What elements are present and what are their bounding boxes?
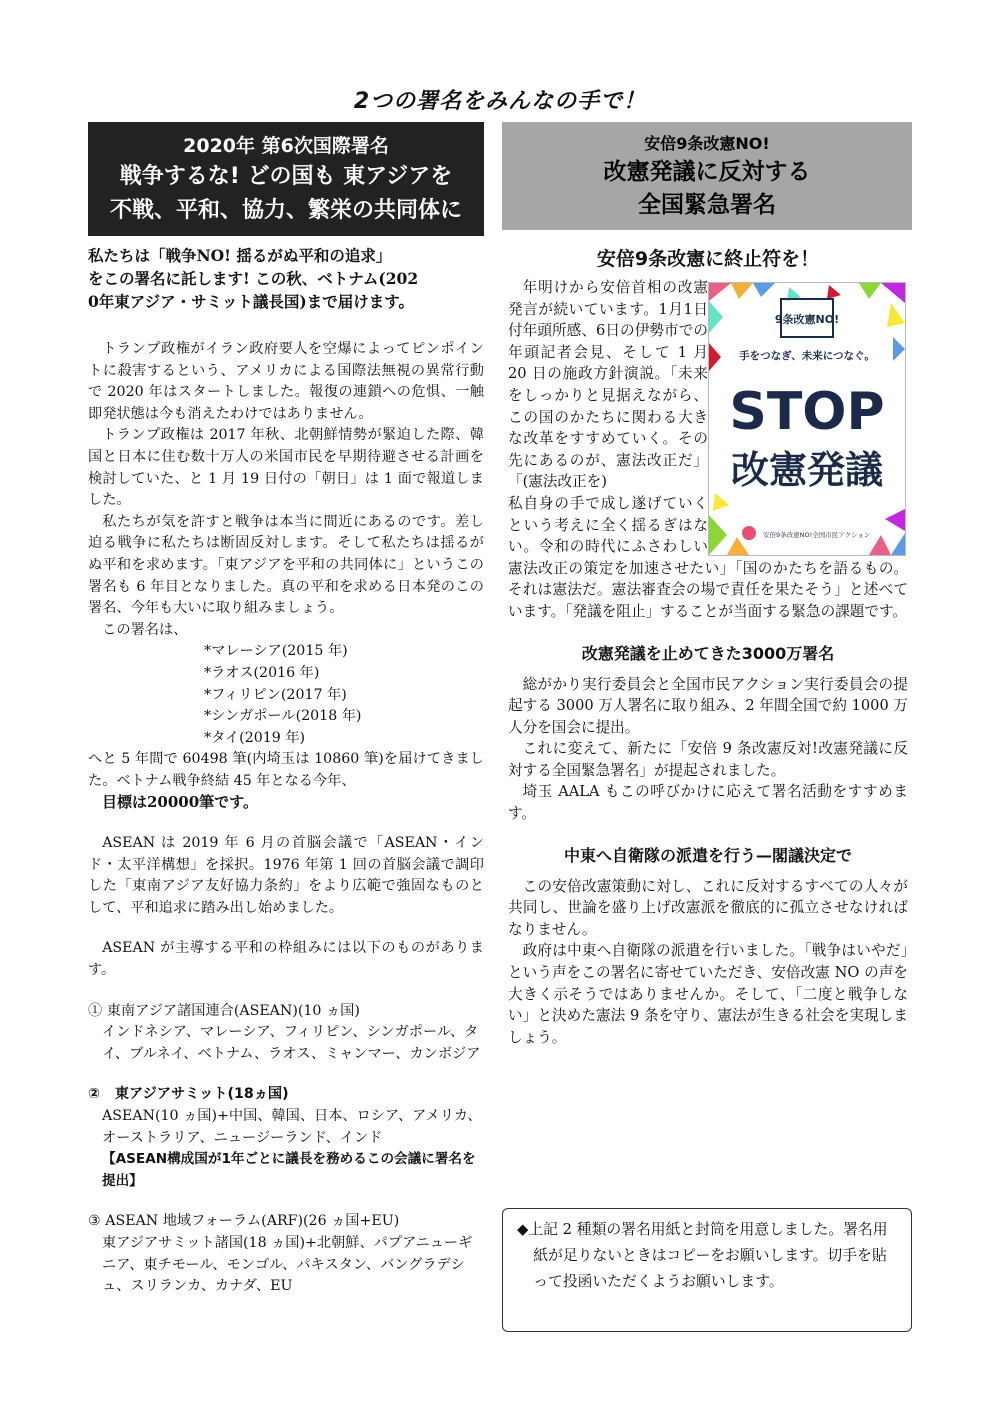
paragraph: ASEAN が主導する平和の枠組みには以下のものがあります。: [88, 940, 484, 979]
lead-line: をこの署名に託します! この秋、ベトナム(202: [88, 269, 419, 288]
right-banner-line3: 全国緊急署名: [638, 192, 776, 218]
left-banner-line2: 戦争するな! どの国も 東アジアを: [119, 164, 453, 189]
left-banner-line1: 2020年 第6次国際署名: [183, 135, 389, 157]
left-banner-line3: 不戦、平和、協力、繁栄の共同体に: [109, 198, 462, 223]
paragraph: トランプ政権は 2017 年秋、北朝鮮情勢が緊迫した際、韓国と日本に住む数十万人の米国市民を早期待避させる計画を検討していた、と 1 月 19 日付の「朝日」は 1 面で報道しました。: [88, 427, 484, 509]
page-title: 2つの署名をみんなの手で！: [353, 89, 647, 114]
item-number: ②: [88, 1086, 101, 1103]
paragraph: 政府は中東へ自衛隊の派遣を行いました。「戦争はいやだ」という声をこの署名に寄せていただき、安倍改憲 NO の声を大きく示そうではありませんか。そして、「二度と戦争しない」と決めた憲法 9 条を守り、憲法が生きる社会を実現しましょう。: [508, 942, 908, 1046]
section-heading: 改憲発議を止めてきた3000万署名: [581, 643, 835, 663]
poster-stop-text: STOP: [729, 382, 885, 442]
lead-line: 私たちは「戦争NO! 揺るがぬ平和の追求」: [88, 246, 392, 265]
lead-line: 0年東アジア・サミット議長国)まで届けます。: [88, 292, 414, 311]
poster-footer: 安倍9条改憲NO!全国市民アクション: [763, 531, 871, 539]
notice-text: ◆上記 2 種類の署名用紙と封筒を用意しました。署名用紙が足りないときはコピーをお願いします。切手を貼って投函いただくようお願いします。: [517, 1221, 888, 1290]
poster-confetti: [709, 283, 905, 555]
poster-logo-small: 9条改憲NO!: [774, 313, 840, 326]
section-title: 安倍9条改憲に終止符を！: [596, 248, 820, 270]
poster-tagline: 手をつなぎ、未来につなぐ。: [739, 350, 875, 362]
list-item: [88, 1084, 484, 1192]
list-item: [88, 1211, 484, 1297]
paragraph: 年明けから安倍首相の改憲発言が続いています。1月1日付年頭所感、6日の伊勢市での年頭記者会見、そして 1 月 20 日の施政方針演説。「未来をしっかりと見据えながら、この国のかたちに関わる大きな改革をすすめていく。その先にあるのが、憲法改正だ」「(憲法改正を): [508, 279, 708, 491]
paragraph: 総がかり実行委員会と全国市民アクション実行委員会の提起する 3000 万人署名に取り組み、2 年間全国で約 1000 万人分を国会に提出。: [508, 675, 908, 736]
list-item: *フィリピン(2017 年): [204, 686, 347, 703]
paragraph: 埼玉 AALA もこの呼びかけに応えて署名活動をすすめます。: [508, 783, 908, 823]
country-list: [88, 641, 484, 749]
paragraph: トランプ政権がイラン政府要人を空爆によってピンポイントに殺害するという、アメリカによる国際法無視の異常行動で 2020 年はスタートしました。報復の連鎖への危惧、一触即発状態は今も消えたわけではありません。: [88, 341, 484, 422]
list-item: *タイ(2019 年): [204, 729, 306, 746]
paragraph: 私自身の手で成し遂げていくという考えに全く揺るぎはない。令和の時代にふさわしい憲法改正の策定を加速させたい」「国のかたちを語るもの。それは憲法だ。憲法審査会の場で責任を果たそう」と述べています。「発議を阻止」することが当面する緊急の課題です。: [508, 494, 908, 620]
list-item: [88, 1001, 484, 1066]
paragraph: ASEAN は 2019 年 6 月の首脳会議で「ASEAN・インド・太平洋構想」を採択。1976 年第 1 回の首脳会議で調印した「東南アジア友好協力条約」をより広範で強固なものとして、平和追求に踏み出し始めました。: [88, 835, 484, 916]
item-body: ASEAN(10 ヵ国)+中国、韓国、日本、ロシア、アメリカ、オーストラリア、ニュージーランド、インド: [102, 1108, 482, 1146]
item-body: インドネシア、マレーシア、フィリピン、シンガポール、タイ、ブルネイ、ベトナム、ラオス、ミャンマー、カンボジア: [102, 1024, 481, 1062]
item-title: 東アジアサミット(18ヵ国): [114, 1086, 289, 1103]
stop-poster-image: [708, 282, 906, 556]
section-heading: 中東へ自衛隊の派遣を行う—閣議決定で: [563, 845, 852, 865]
paragraph: 私たちが気を許すと戦争は本当に間近にあるのです。差し迫る戦争に私たちは断固反対します。そして私たちは揺るがぬ平和を求めます。「東アジアを平和の共同体に」というこの署名も 6 年目となりました。真の平和を求める日本発のこの署名、今年も大いに取り組みましょう。: [88, 513, 484, 617]
left-banner: [88, 122, 484, 236]
list-item: *ラオス(2016 年): [204, 664, 320, 681]
right-banner-line1: 安倍9条改憲NO!: [644, 134, 770, 153]
left-column: [88, 244, 484, 1298]
list-item: *シンガポール(2018 年): [204, 708, 362, 725]
right-banner-line2: 改憲発議に反対する: [603, 159, 811, 185]
paragraph: これに変えて、新たに「安倍 9 条改憲反対!改憲発議に反対する全国緊急署名」が提起されました。: [508, 740, 908, 779]
notice-box: [502, 1208, 912, 1332]
list-item: *マレーシア(2015 年): [204, 643, 348, 660]
item-heading: ① 東南アジア諸国連合(ASEAN)(10 ヵ国): [88, 1002, 360, 1019]
item-heading: ③ ASEAN 地域フォーラム(ARF)(26 ヵ国+EU): [88, 1213, 400, 1230]
item-note: 【ASEAN構成国が1年ごとに議長を務めるこの会議に署名を提出】: [102, 1151, 476, 1189]
paragraph: この安倍改憲策動に対し、これに反対するすべての人々が共同し、世論を盛り上げ改憲派を徹底的に孤立させなければなりません。: [508, 877, 908, 938]
poster-main-text: 改憲発議: [730, 448, 884, 492]
item-heading: [88, 1084, 484, 1106]
goal-text: 目標は20000筆です。: [102, 793, 258, 812]
paragraph: へと 5 年間で 60498 筆(内埼玉は 10860 筆)を届けてきました。ベトナム戦争終結 45 年となる今年、: [88, 751, 484, 789]
item-body: 東アジアサミット諸国(18 ヵ国)+北朝鮮、パプアニューギニア、東チモール、モンゴル、パキスタン、バングラデシュ、スリランカ、カナダ、EU: [102, 1234, 473, 1295]
right-banner: [502, 122, 912, 230]
paragraph: この署名は、: [102, 621, 188, 638]
